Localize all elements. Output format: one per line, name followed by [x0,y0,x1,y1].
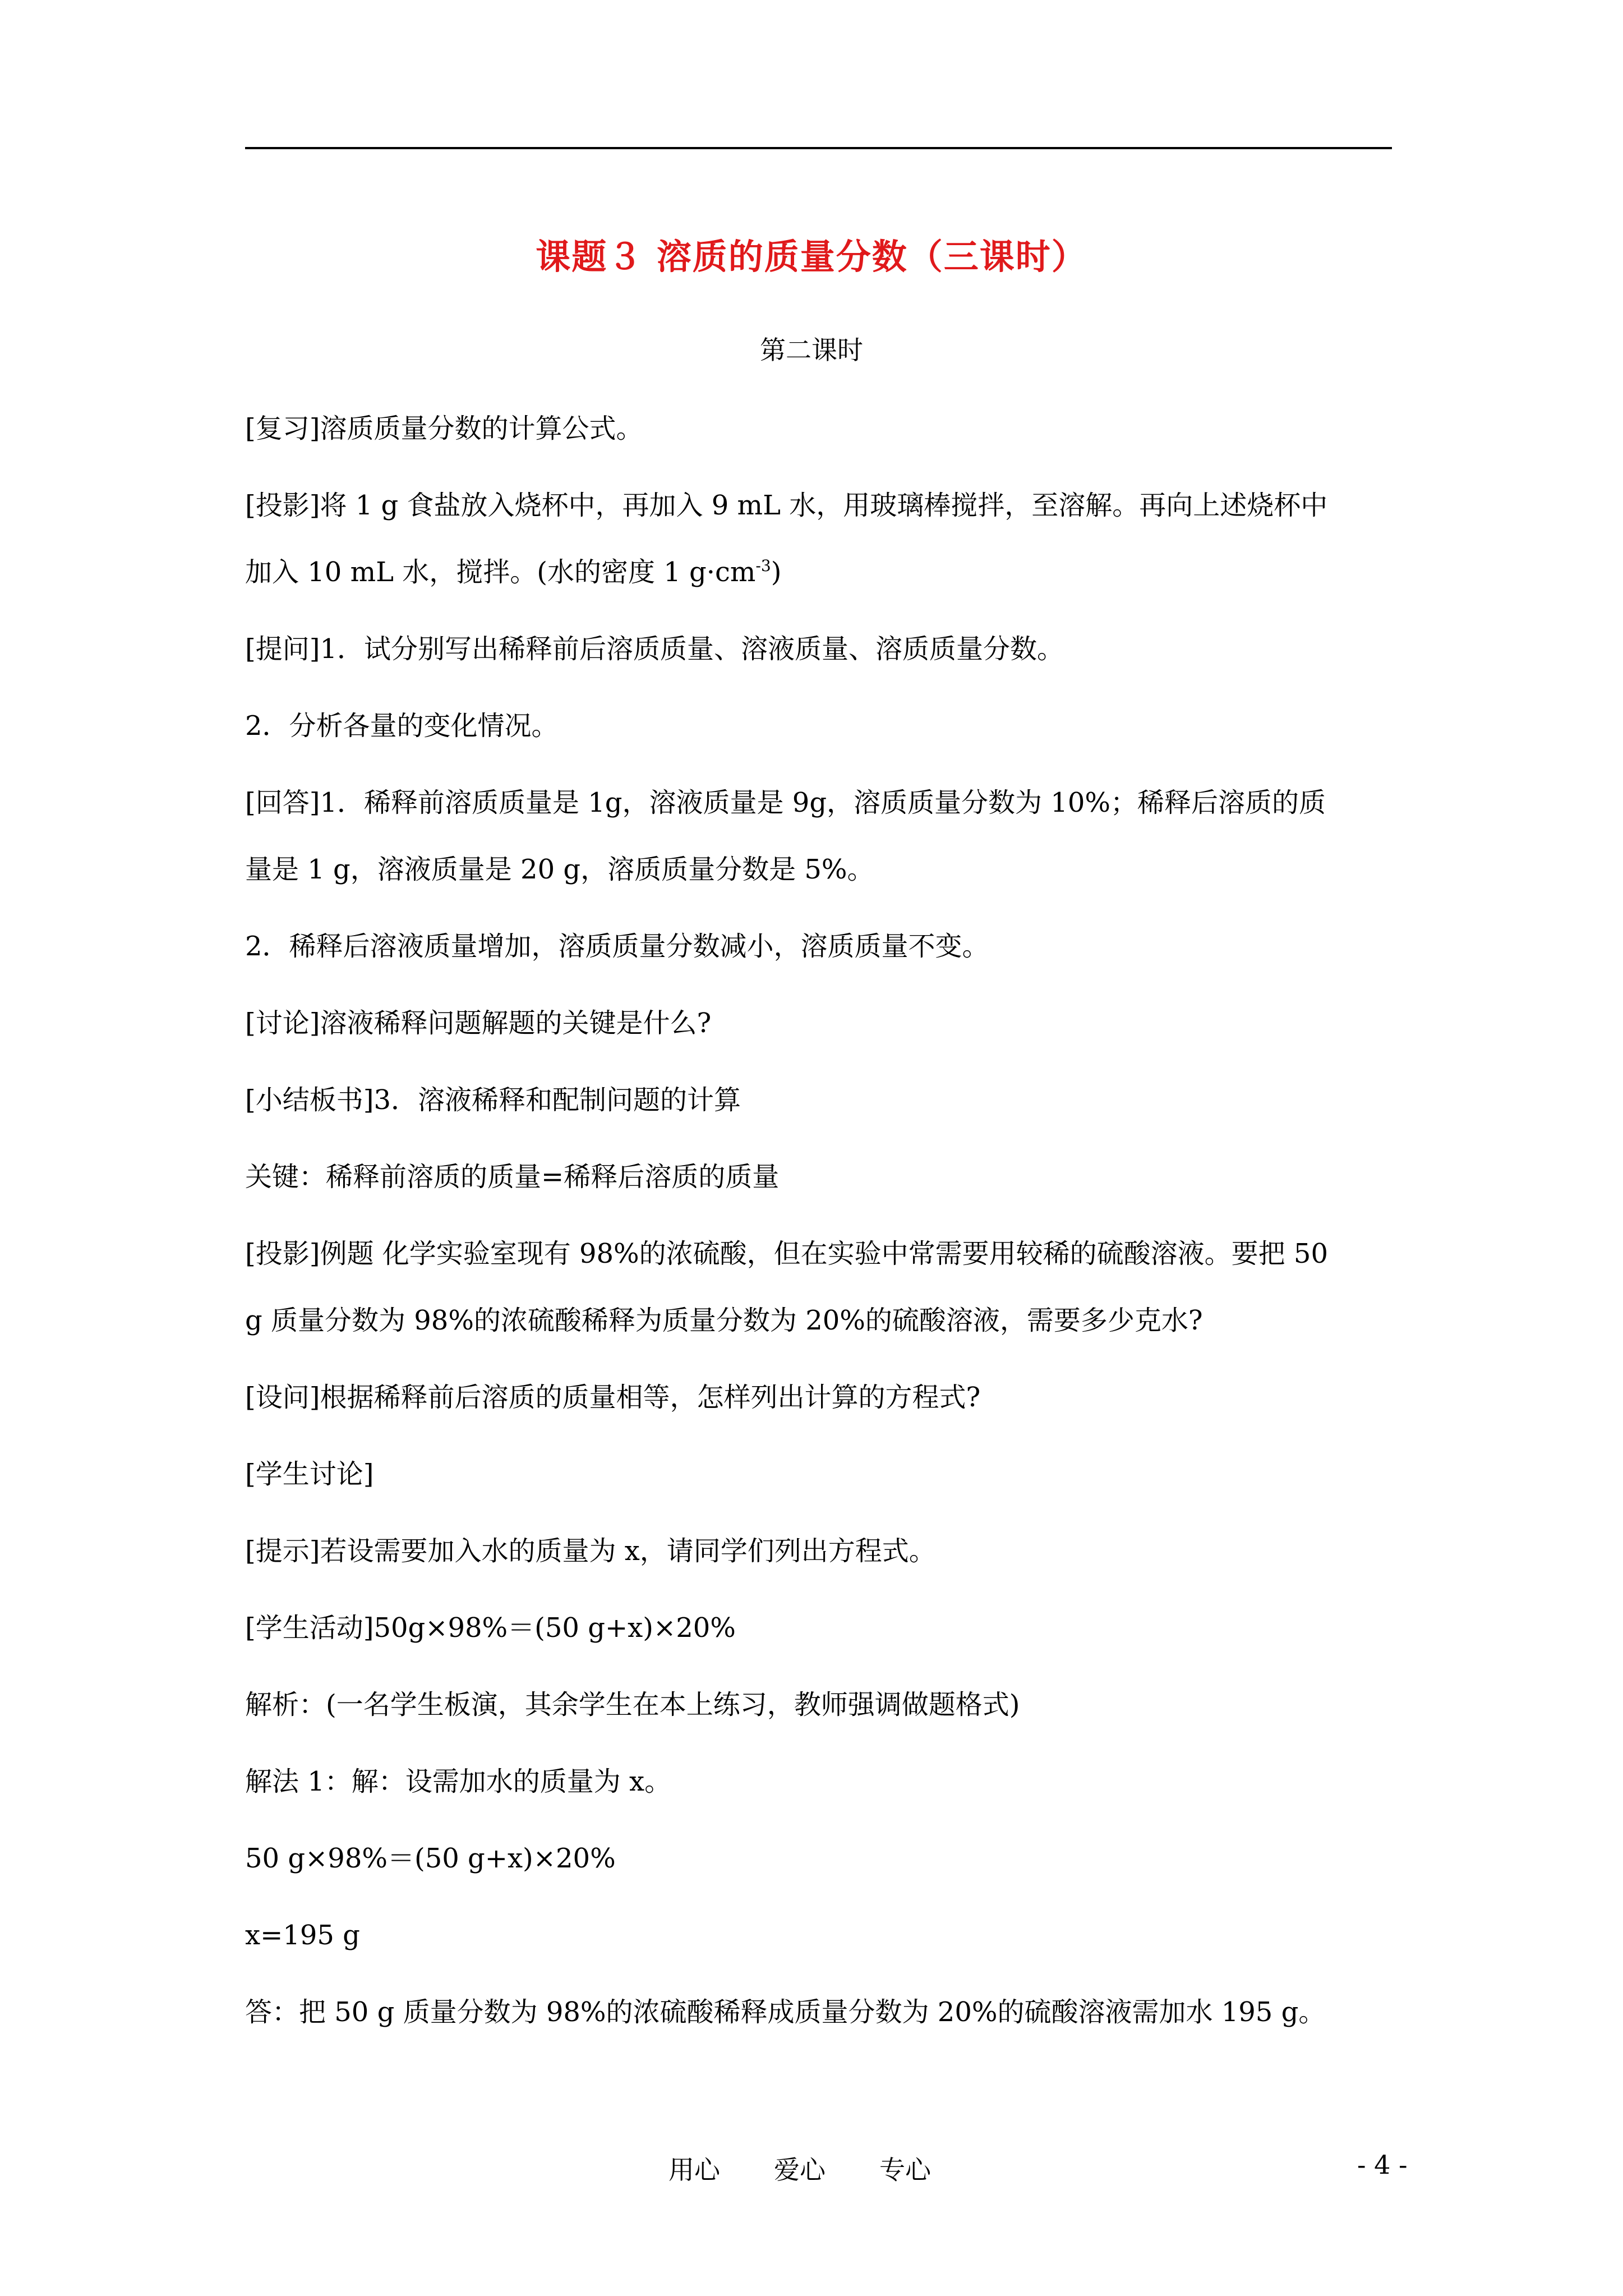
paragraph-projection-1 [245,472,1392,606]
paragraph-answer-line-1: [回答]1．稀释前溶质质量是 1g，溶液质量是 9g，溶质质量分数为 10%；稀释后溶质的质 [245,787,1326,818]
paragraph-summary: [小结板书]3．溶液稀释和配制问题的计算 [245,1084,741,1116]
document-subtitle: 第二课时 [760,335,863,365]
paragraph-key-point: 关键：稀释前溶质的质量=稀释后溶质的质量 [245,1161,780,1193]
paragraph-equation: 50 g×98%＝(50 g+x)×20% [245,1843,616,1874]
header-rule [245,147,1392,149]
paragraph-question: [提问]1．试分别写出稀释前后溶质质量、溶液质量、溶质质量分数。 [245,633,1064,665]
paragraph-projection-1-line-2 [245,539,1392,606]
footer-slogan [668,2150,985,2187]
paragraph-analysis: 解析：(一名学生板演，其余学生在本上练习，教师强调做题格式) [245,1689,1020,1720]
paragraph-example-line-2: g 质量分数为 98%的浓硫酸稀释为质量分数为 20%的硫酸溶液，需要多少克水? [245,1305,1203,1336]
paragraph-solution-method: 解法 1：解：设需加水的质量为 x。 [245,1766,672,1797]
density-text: 加入 10 mL 水，搅拌。(水的密度 1 g·cm [245,556,756,588]
paragraph-answer-2: 2．稀释后溶液质量增加，溶质质量分数减小，溶质质量不变。 [245,931,989,962]
density-exponent: -3 [755,556,771,575]
paragraph-question-2: 2．分析各量的变化情况。 [245,710,559,742]
footer-slogan-3: 专心 [879,2155,931,2185]
paragraph-result: x=195 g [245,1920,360,1951]
page-number: - 4 - [1357,2150,1408,2180]
paragraph-example [245,1221,1392,1354]
paragraph-hint: [提示]若设需要加入水的质量为 x，请同学们列出方程式。 [245,1535,936,1567]
document-body [245,395,1392,2046]
paragraph-setup-question: [设问]根据稀释前后溶质的质量相等，怎样列出计算的方程式? [245,1382,981,1413]
paragraph-example-line-1: [投影]例题 化学实验室现有 98%的浓硫酸，但在实验中常需要用较稀的硫酸溶液。要把 50 [245,1238,1328,1269]
paragraph-answer [245,770,1392,903]
footer-slogan-2: 爱心 [774,2155,826,2185]
paragraph-projection-1-line-1: [投影]将 1 g 食盐放入烧杯中，再加入 9 mL 水，用玻璃棒搅拌，至溶解。再向上述烧杯中 [245,490,1328,521]
paragraph-student-activity: [学生活动]50g×98%＝(50 g+x)×20% [245,1612,736,1644]
paragraph-answer-line-2: 量是 1 g，溶液质量是 20 g，溶质质量分数是 5%。 [245,854,874,885]
density-close: ) [771,556,782,588]
footer-slogan-1: 用心 [668,2155,720,2185]
paragraph-discussion: [讨论]溶液稀释问题解题的关键是什么? [245,1007,712,1039]
document-title: 课题３ 溶质的质量分数（三课时） [536,236,1087,277]
paragraph-review: [复习]溶质质量分数的计算公式。 [245,413,643,444]
paragraph-student-discussion: [学生讨论] [245,1458,374,1490]
paragraph-final-answer: 答：把 50 g 质量分数为 98%的浓硫酸稀释成质量分数为 20%的硫酸溶液需加水 195 g。 [245,1996,1326,2028]
